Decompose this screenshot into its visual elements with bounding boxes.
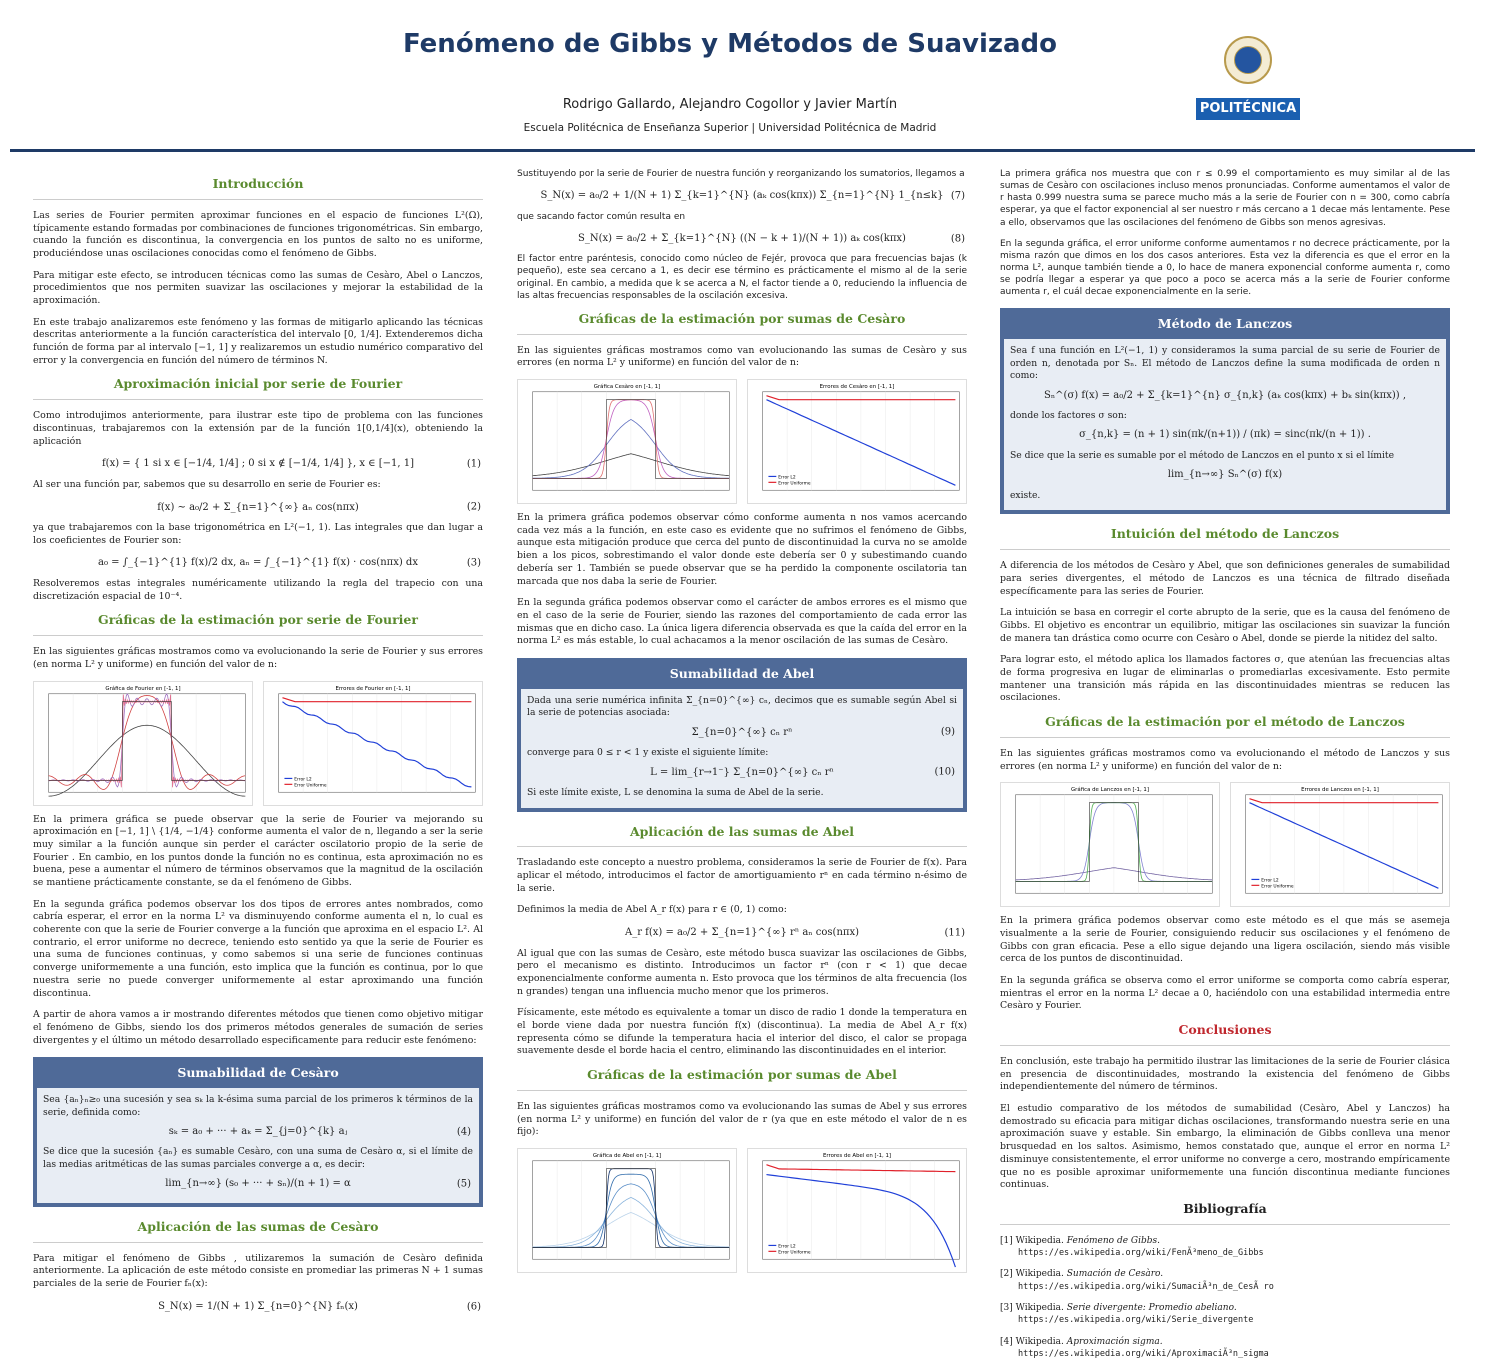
column-2 (517, 168, 967, 1281)
bibliography-url[interactable]: https://es.wikipedia.org/wiki/AproximaciÃ³n_sigma (1018, 1348, 1269, 1359)
bibliography-entry: [4] Wikipedia. Aproximación sigma. https://es.wikipedia.org/wiki/AproximaciÃ³n_sigma (1000, 1336, 1269, 1359)
legend-unif-label: Error Uniforme (294, 782, 327, 788)
bibliography-url[interactable]: https://es.wikipedia.org/wiki/Serie_divergente (1018, 1315, 1254, 1326)
paragraph: En la segunda gráfica, el error uniforme conforme aumentamos r no decrece prácticamente, por la misma razón que dimos en los dos casos anteriores. Esta vez la diferencia es que el error en la norma L², aunque también tiende a 0, lo hace de manera exponencial conforme aumenta r, como se podría llegar a esperar ya que poco a poco se acerca más a la serie de Fourier conforme aumenta r, el cuál decae exponencialmente en la serie. (1000, 238, 1450, 298)
paragraph: En la segunda gráfica se observa como el error uniforme se comporta como cabría esperar, mientras el error en la norma L² decae a 0, haciéndolo con una estabilidad intermedia entre Cesàro y Fourier. (1000, 975, 1450, 1012)
paragraph: existe. (1010, 489, 1041, 501)
equation-sigma-factors: σ_{n,k} = (n + 1) sin(πk/(n+1)) / (πk) = sinc(πk/(n + 1)) . (1079, 429, 1371, 441)
lanczos-definition-box (1000, 308, 1450, 514)
lanczos-error-plot (1230, 782, 1450, 907)
box-title: Sumabilidad de Abel (521, 662, 963, 689)
plot-title: Gráfica de Lanczos en [-1, 1] (1071, 787, 1149, 794)
equation-8: S_N(x) = a₀/2 + Σ_{k=1}^{N} ((N − k + 1)/(N + 1)) aₖ cos(kπx) (8) (578, 232, 965, 244)
legend-unif-label: Error Uniforme (778, 1250, 811, 1256)
bibliography-url[interactable]: https://es.wikipedia.org/wiki/SumaciÃ³n_de_CesÃ ro (1018, 1281, 1274, 1292)
paragraph: En la segunda gráfica podemos observar los dos tipos de errores antes nombrados, como cabría esperar, el error en la norma L² va disminuyendo conforme aumenta el n, lo cual es coherente con que la serie de Fourier converge a la función que aproxima en el espacio L². Al contrario, el error uniforme no decrece, teniendo esto sentido ya que la serie de Fourier es una suma de funciones continuas, y como sabemos si una serie de funciones continuas converge uniformemente a una función, esto implica que la función es continua, por lo que nuestra serie no puede converger uniformemente al estar aproximando una función discontinua. (33, 898, 483, 999)
section-divider (517, 846, 967, 847)
plot-title: Errores de Abel en [-1, 1] (822, 1152, 892, 1159)
paragraph: Resolveremos estas integrales numéricamente utilizando la regla del trapecio con una discretización espacial de 10⁻⁴. (33, 577, 483, 602)
legend-l2-label: Error L2 (1261, 878, 1279, 884)
section-title-lanczos-graphs: Gráficas de la estimación por el método de Lanczos (1045, 714, 1405, 730)
section-divider (1000, 549, 1450, 550)
poster-affiliation: Escuela Politécnica de Enseñanza Superior | Universidad Politécnica de Madrid (523, 122, 937, 134)
equation-6: S_N(x) = 1/(N + 1) Σ_{n=0}^{N} fₙ(x) (6) (158, 1300, 481, 1312)
plot-title: Gráfica de Abel en [-1, 1] (592, 1152, 662, 1159)
equation-5: lim_{n→∞} (s₀ + ··· + sₙ)/(n + 1) = α (5) (165, 1178, 471, 1190)
equation-3: a₀ = ∫_{−1}^{1} f(x)/2 dx, aₙ = ∫_{−1}^{1} f(x) · cos(nπx) dx (3) (98, 557, 481, 569)
legend-l2-label: Error L2 (294, 776, 312, 782)
paragraph: Para mitigar el fenómeno de Gibbs , utilizaremos la sumación de Cesàro definida anteriormente. La aplicación de este método consiste en promediar las primeras N + 1 sumas parciales de la serie de Fourier fₙ(x): (33, 1252, 483, 1290)
section-title-abel-graphs: Gráficas de la estimación por sumas de Abel (587, 1067, 897, 1083)
section-divider (1000, 1045, 1450, 1046)
paragraph: Se dice que la sucesión {aₙ} es sumable Cesàro, con una suma de Cesàro α, si el límite de las medias aritméticas de las sumas parciales converge a α, es decir: (43, 1146, 473, 1170)
paragraph: En este trabajo analizaremos este fenómeno y las formas de mitigarlo aplicando las técnicas descritas anteriormente a la función característica del intervalo [0, 1/4]. Extenderemos dicha función de forma par al intervalo [−1, 1] y realizaremos un estudio numérico comparativo del error y la convergencia en función del número de términos N. (33, 316, 483, 366)
legend-unif-label: Error Uniforme (1261, 884, 1294, 890)
section-title-cesaro-graphs: Gráficas de la estimación por sumas de Cesàro (578, 310, 906, 326)
section-divider (1000, 737, 1450, 738)
bibliography-list (1000, 1235, 1450, 1360)
paragraph: Sea {aₙ}ₙ≥₀ una sucesión y sea sₖ la k-ésima suma parcial de los primeros k términos de la serie, definida como: (43, 1094, 473, 1118)
paragraph: En la segunda gráfica podemos observar como el carácter de ambos errores es el mismo que en el caso de la serie de Fourier, siendo las razones del comportamiento de cada error las mismas que en dicho caso. La única ligera diferencia observada es que la caída del error en la norma L² es más estable, lo cual achacamos a la menor oscilación de las sumas de Cesàro. (517, 597, 967, 647)
legend-unif-label: Error Uniforme (778, 481, 811, 487)
paragraph: Para mitigar este efecto, se introducen técnicas como las sumas de Cesàro, Abel o Lanczos, procedimientos que nos permiten suavizar las oscilaciones y mejorar la estabilidad de la aproximación. (33, 269, 483, 306)
section-divider (517, 334, 967, 335)
fourier-approx-plot (33, 681, 253, 806)
lanczos-approx-plot (1000, 782, 1220, 907)
paragraph: A partir de ahora vamos a ir mostrando diferentes métodos que tienen como objetivo mitigar el fenómeno de Gibbs, siendo los dos primeros métodos generales de sumación de series divergentes y el último un método desarrollado especificamente para reducir este fenómeno: (33, 1009, 483, 1046)
plot-title: Gráfica Cesàro en [-1, 1] (593, 383, 661, 390)
paragraph: Las series de Fourier permiten aproximar funciones en el espacio de funciones L²(Ω), típicamente estando formadas por combinaciones de funciones trigonométricas. Sin embargo, cuando la función es discontinua, la convergencia en los puntos de salto no es uniforme, produciéndose unas oscilaciones conocidas como el fenómeno de Gibbs. (33, 209, 483, 259)
section-divider (517, 1090, 967, 1091)
section-divider (33, 399, 483, 400)
paragraph: Si este límite existe, L se denomina la suma de Abel de la serie. (527, 787, 824, 799)
abel-error-plot (747, 1148, 967, 1273)
equation-11: A_r f(x) = a₀/2 + Σ_{n=1}^{∞} rⁿ aₙ cos(nπx) (11) (624, 927, 965, 939)
section-title-abel-aplic: Aplicación de las sumas de Abel (629, 823, 855, 839)
bibliography-url[interactable]: https://es.wikipedia.org/wiki/FenÃ³meno_de_Gibbs (1018, 1247, 1264, 1258)
paragraph: Trasladando este concepto a nuestro problema, consideramos la serie de Fourier de f(x). Para aplicar el método, introducimos el factor de amortiguamiento rⁿ en cada término n-ésimo de la serie. (517, 857, 967, 894)
legend-l2-label: Error L2 (778, 475, 796, 481)
equation-2: f(x) ∼ a₀/2 + Σ_{n=1}^{∞} aₙ cos(nπx) (2) (157, 501, 481, 513)
paragraph: En las siguientes gráficas mostramos como van evolucionando las sumas de Cesàro y sus errores (en norma L² y uniforme) en función del valor de n: (517, 344, 967, 369)
section-divider (1000, 1224, 1450, 1225)
paragraph: Físicamente, este método es equivalente a tomar un disco de radio 1 donde la temperatura en el borde viene dada por nuestra función f(x) (discontinua). La media de Abel A_r f(x) representa cómo se difunde la temperatura hacia el interior del disco, el calor se propaga suavemente desde el borde hacia el centro, eliminando las discontinuidades en el interior. (517, 1007, 967, 1057)
abel-approx-plot (517, 1148, 737, 1273)
equation-lanczos-limit: lim_{n→∞} Sₙ^(σ) f(x) (1167, 469, 1283, 481)
paragraph: A diferencia de los métodos de Cesàro y Abel, que son definiciones generales de sumabilidad para series divergentes, el método de Lanczos es una técnica de filtrado diseñada específicamente para las series de Fourier. (1000, 560, 1450, 597)
cesaro-error-plot (747, 379, 967, 504)
column-1 (33, 168, 483, 1321)
plot-title: Errores de Fourier en [-1, 1] (335, 685, 411, 692)
paragraph: En las siguientes gráficas mostramos como va evolucionando el método de Lanczos y sus errores (en norma L² y uniforme) en función del valor de n: (1000, 747, 1450, 772)
equation-10: L = lim_{r→1⁻} Σ_{n=0}^{∞} cₙ rⁿ (10) (650, 766, 955, 778)
paragraph: En las siguientes gráficas mostramos como va evolucionando las sumas de Abel y sus errores (en norma L² y uniforme) en función del valor de r (ya que en este método el valor de n es fijo): (517, 1101, 967, 1138)
fourier-error-plot (263, 681, 483, 806)
paragraph: En la primera gráfica se puede observar que la serie de Fourier va mejorando su aproximación en [−1, 1] \ {1/4, −1/4} conforme aumenta el valor de n, llegando a ser la serie muy similar a la función aunque sin perder el carácter oscilatorio propio de la serie de Fourier . En cambio, en los puntos donde la función no es continua, esta aproximación no es buena, pese a aumentar el número de términos observamos que la magnitud de la oscilación se mantiene prácticamente constante, se da el fenómeno de Gibbs. (33, 813, 483, 888)
section-title-intro: Introducción (212, 176, 304, 191)
section-divider (33, 199, 483, 200)
header-rule (10, 149, 1475, 152)
paragraph: En las siguientes gráficas mostramos como va evolucionando la serie de Fourier y sus errores (en norma L² y uniforme) en función del valor de n: (33, 646, 483, 670)
column-3 (1000, 168, 1450, 1368)
section-divider (33, 1242, 483, 1243)
paragraph: En conclusión, este trabajo ha permitido ilustrar las limitaciones de la serie de Fourier clásica en presencia de discontinuidades, mostrando la existencia del fenómeno de Gibbs independientemente del número de términos. (1000, 1056, 1450, 1093)
poster-header (0, 0, 1485, 152)
abel-definition-box (517, 658, 967, 812)
paragraph: La intuición se basa en corregir el corte abrupto de la serie, que es la causa del fenómeno de Gibbs. El objetivo es encontrar un equilibrio, mitigar las oscilaciones sin suavizar la función de manera tan drástica como ocurre con Cesàro o Abel, donde se pierde la nitidez del salto. (1000, 607, 1450, 644)
figure-row-cesaro (517, 379, 967, 504)
cesaro-approx-plot (517, 379, 737, 504)
paragraph: La primera gráfica nos muestra que con r ≤ 0.99 el comportamiento es muy similar al de las sumas de Cesàro con oscilaciones incluso menos pronunciadas. Conforme aumentamos el valor de r hasta 0.999 nuestra suma se parece mucho más a la serie de Fourier con n = 300, como cabría esperar, ya que el factor exponencial al ser nuestro r más cercano a 1 decae más lentamente. Pese a ello, observamos que las oscilaciones del fenómeno de Gibbs son menos agresivas. (1000, 169, 1450, 228)
box-title: Método de Lanczos (1004, 312, 1446, 339)
bibliography-entry: [2] Wikipedia. Sumación de Cesàro. https://es.wikipedia.org/wiki/SumaciÃ³n_de_CesÃ ro (1000, 1269, 1274, 1292)
equation-9: Σ_{n=0}^{∞} cₙ rⁿ (9) (691, 726, 955, 738)
figure-row-fourier (33, 681, 483, 806)
bibliography-entry: [1] Wikipedia. Fenómeno de Gibbs. https://es.wikipedia.org/wiki/FenÃ³meno_de_Gibbs (1000, 1235, 1264, 1258)
figure-row-lanczos (1000, 782, 1450, 907)
plot-title: Errores de Cesàro en [-1, 1] (819, 383, 895, 390)
plot-title: Gráfica de Fourier en [-1, 1] (105, 685, 181, 692)
equation-1: f(x) = { 1 si x ∈ [−1/4, 1/4] ; 0 si x ∉ [−1/4, 1/4] }, x ∈ [−1, 1] (1) (101, 458, 481, 470)
paragraph: donde los factores σ son: (1010, 410, 1127, 422)
poster-authors: Rodrigo Gallardo, Alejandro Cogollor y Javier Martín (562, 97, 898, 112)
legend-l2-label: Error L2 (778, 1244, 796, 1250)
equation-4: sₖ = a₀ + ··· + aₖ = Σ_{j=0}^{k} aⱼ (4) (168, 1125, 471, 1137)
paragraph: En la primera gráfica podemos observar cómo conforme aumenta n nos vamos acercando cada vez más a la función, en este caso es evidente que no sufrimos el fenómeno de Gibbs, aunque esta mitigación produce que cerca del punto de discontinuidad la curva no se amolde bien a los picos, sobrestimando el valor donde este debería ser 0 y subestimando cuando debería ser 1. También se puede observar que se ha perdido la componente oscilatoria tan marcada que nos daba la serie de Fourier. (517, 512, 967, 587)
cesaro-definition-box (33, 1057, 483, 1207)
paragraph: que sacando factor común resulta en (517, 211, 686, 222)
upm-seal-icon (1224, 36, 1272, 84)
paragraph: Dada una serie numérica infinita Σ_{n=0}^{∞} cₙ, decimos que es sumable según Abel si la serie de potencias asociada: (527, 694, 957, 719)
paragraph: Para lograr esto, el método aplica los llamados factores σ, que atenúan las frecuencias altas de forma progresiva en lugar de eliminarlas o promediarlas excesivamente. Esto permite mantener una transición más rápida en las discontinuidades mientras se reducen las oscilaciones. (1000, 654, 1450, 704)
paragraph: converge para 0 ≤ r < 1 y existe el siguiente límite: (527, 747, 769, 759)
poster-title: Fenómeno de Gibbs y Métodos de Suavizado (402, 29, 1058, 59)
section-title-aprox: Aproximación inicial por serie de Fourier (113, 376, 403, 392)
paragraph: Al ser una función par, sabemos que su desarrollo en serie de Fourier es: (33, 478, 381, 490)
paragraph: Sea f una función en L²(−1, 1) y consideramos la suma parcial de su serie de Fourier de orden n, denotada por Sₙ. El método de Lanczos define la suma modificada de orden n como: (1010, 345, 1440, 382)
paragraph: Se dice que la serie es sumable por el método de Lanczos en el punto x si el límite (1010, 449, 1395, 461)
paragraph: Sustituyendo por la serie de Fourier de nuestra función y reorganizando los sumatorios, llegamos a (517, 169, 965, 179)
logo-band: POLITÉCNICA (1196, 98, 1300, 120)
section-divider (33, 635, 483, 636)
section-title-conclusiones: Conclusiones (1178, 1022, 1272, 1038)
figure-row-abel (517, 1148, 967, 1273)
box-title: Sumabilidad de Cesàro (37, 1061, 479, 1088)
plot-title: Errores de Lanczos en [-1, 1] (1301, 787, 1379, 794)
paragraph: El estudio comparativo de los métodos de sumabilidad (Cesàro, Abel y Lanczos) ha demostrado su eficacia para mitigar dichas oscilaciones, transformando nuestra serie en una aproximación suave y estable. Sin embargo, la eliminación de Gibbs conlleva una menor brusquedad en los saltos. Asimismo, hemos constatado que, aunque el error en norma L² disminuye consistentemente, el error uniforme no converge a cero, mostrando empíricamente que no es posible aproximar uniformemente una función discontinua mediante funciones continuas. (1000, 1103, 1450, 1191)
paragraph: Definimos la media de Abel A_r f(x) para r ∈ (0, 1) como: (517, 904, 787, 916)
section-title-cesaro-aplic: Aplicación de las sumas de Cesàro (137, 1218, 379, 1234)
paragraph: Como introdujimos anteriormente, para ilustrar este tipo de problema con las funciones discontinuas, trabajaremos con la extensión par de la función 1[0,1/4](x), obteniendo la aplicación (33, 410, 483, 447)
section-title-intuicion: Intuición del método de Lanczos (1110, 526, 1340, 542)
equation-7: S_N(x) = a₀/2 + 1/(N + 1) Σ_{k=1}^{N} (aₖ cos(kπx)) Σ_{n=1}^{N} 1_{n≤k} (7) (540, 190, 965, 202)
paragraph: En la primera gráfica podemos observar como este método es el que más se asemeja visualmente a la serie de Fourier, consiguiendo reducir sus oscilaciones y el fenómeno de Gibbs con gran eficacia. Pese a ello sigue dejando una ligera oscilación, siendo más visible cerca de los puntos de discontinuidad. (1000, 915, 1450, 965)
section-title-bibliografia: Bibliografía (1183, 1200, 1267, 1216)
bibliography-entry: [3] Wikipedia. Serie divergente: Promedio abeliano. https://es.wikipedia.org/wiki/Serie_divergente (1000, 1302, 1254, 1326)
paragraph: ya que trabajaremos con la base trigonométrica en L²(−1, 1). Las integrales que dan lugar a los coeficientes de Fourier son: (33, 522, 483, 546)
paragraph: Al igual que con las sumas de Cesàro, este método busca suavizar las oscilaciones de Gibbs, pero el mecanismo es distinto. Introducimos un factor rⁿ (con r < 1) que decae exponencialmente conforme aumenta n. Esto provoca que los términos de alta frecuencia (los n grandes) tengan una influencia mucho menor que los primeros. (517, 947, 967, 997)
paragraph: El factor entre paréntesis, conocido como núcleo de Fejér, provoca que para frecuencias bajas (k pequeño), este sea cercano a 1, es decir ese término es prácticamente el mismo al de la serie original. En cambio, a medida que k se acerca a N, el factor tiende a 0, reduciendo la influencia de las altas frecuencias responsables de la oscilación excesiva. (517, 254, 967, 301)
section-title-fourier-graphs: Gráficas de la estimación por serie de Fourier (98, 612, 418, 628)
equation-lanczos-sum: Sₙ^(σ) f(x) = a₀/2 + Σ_{k=1}^{n} σ_{n,k} (aₖ cos(kπx) + bₖ sin(kπx)) , (1044, 389, 1406, 401)
upm-logo (1196, 36, 1300, 120)
